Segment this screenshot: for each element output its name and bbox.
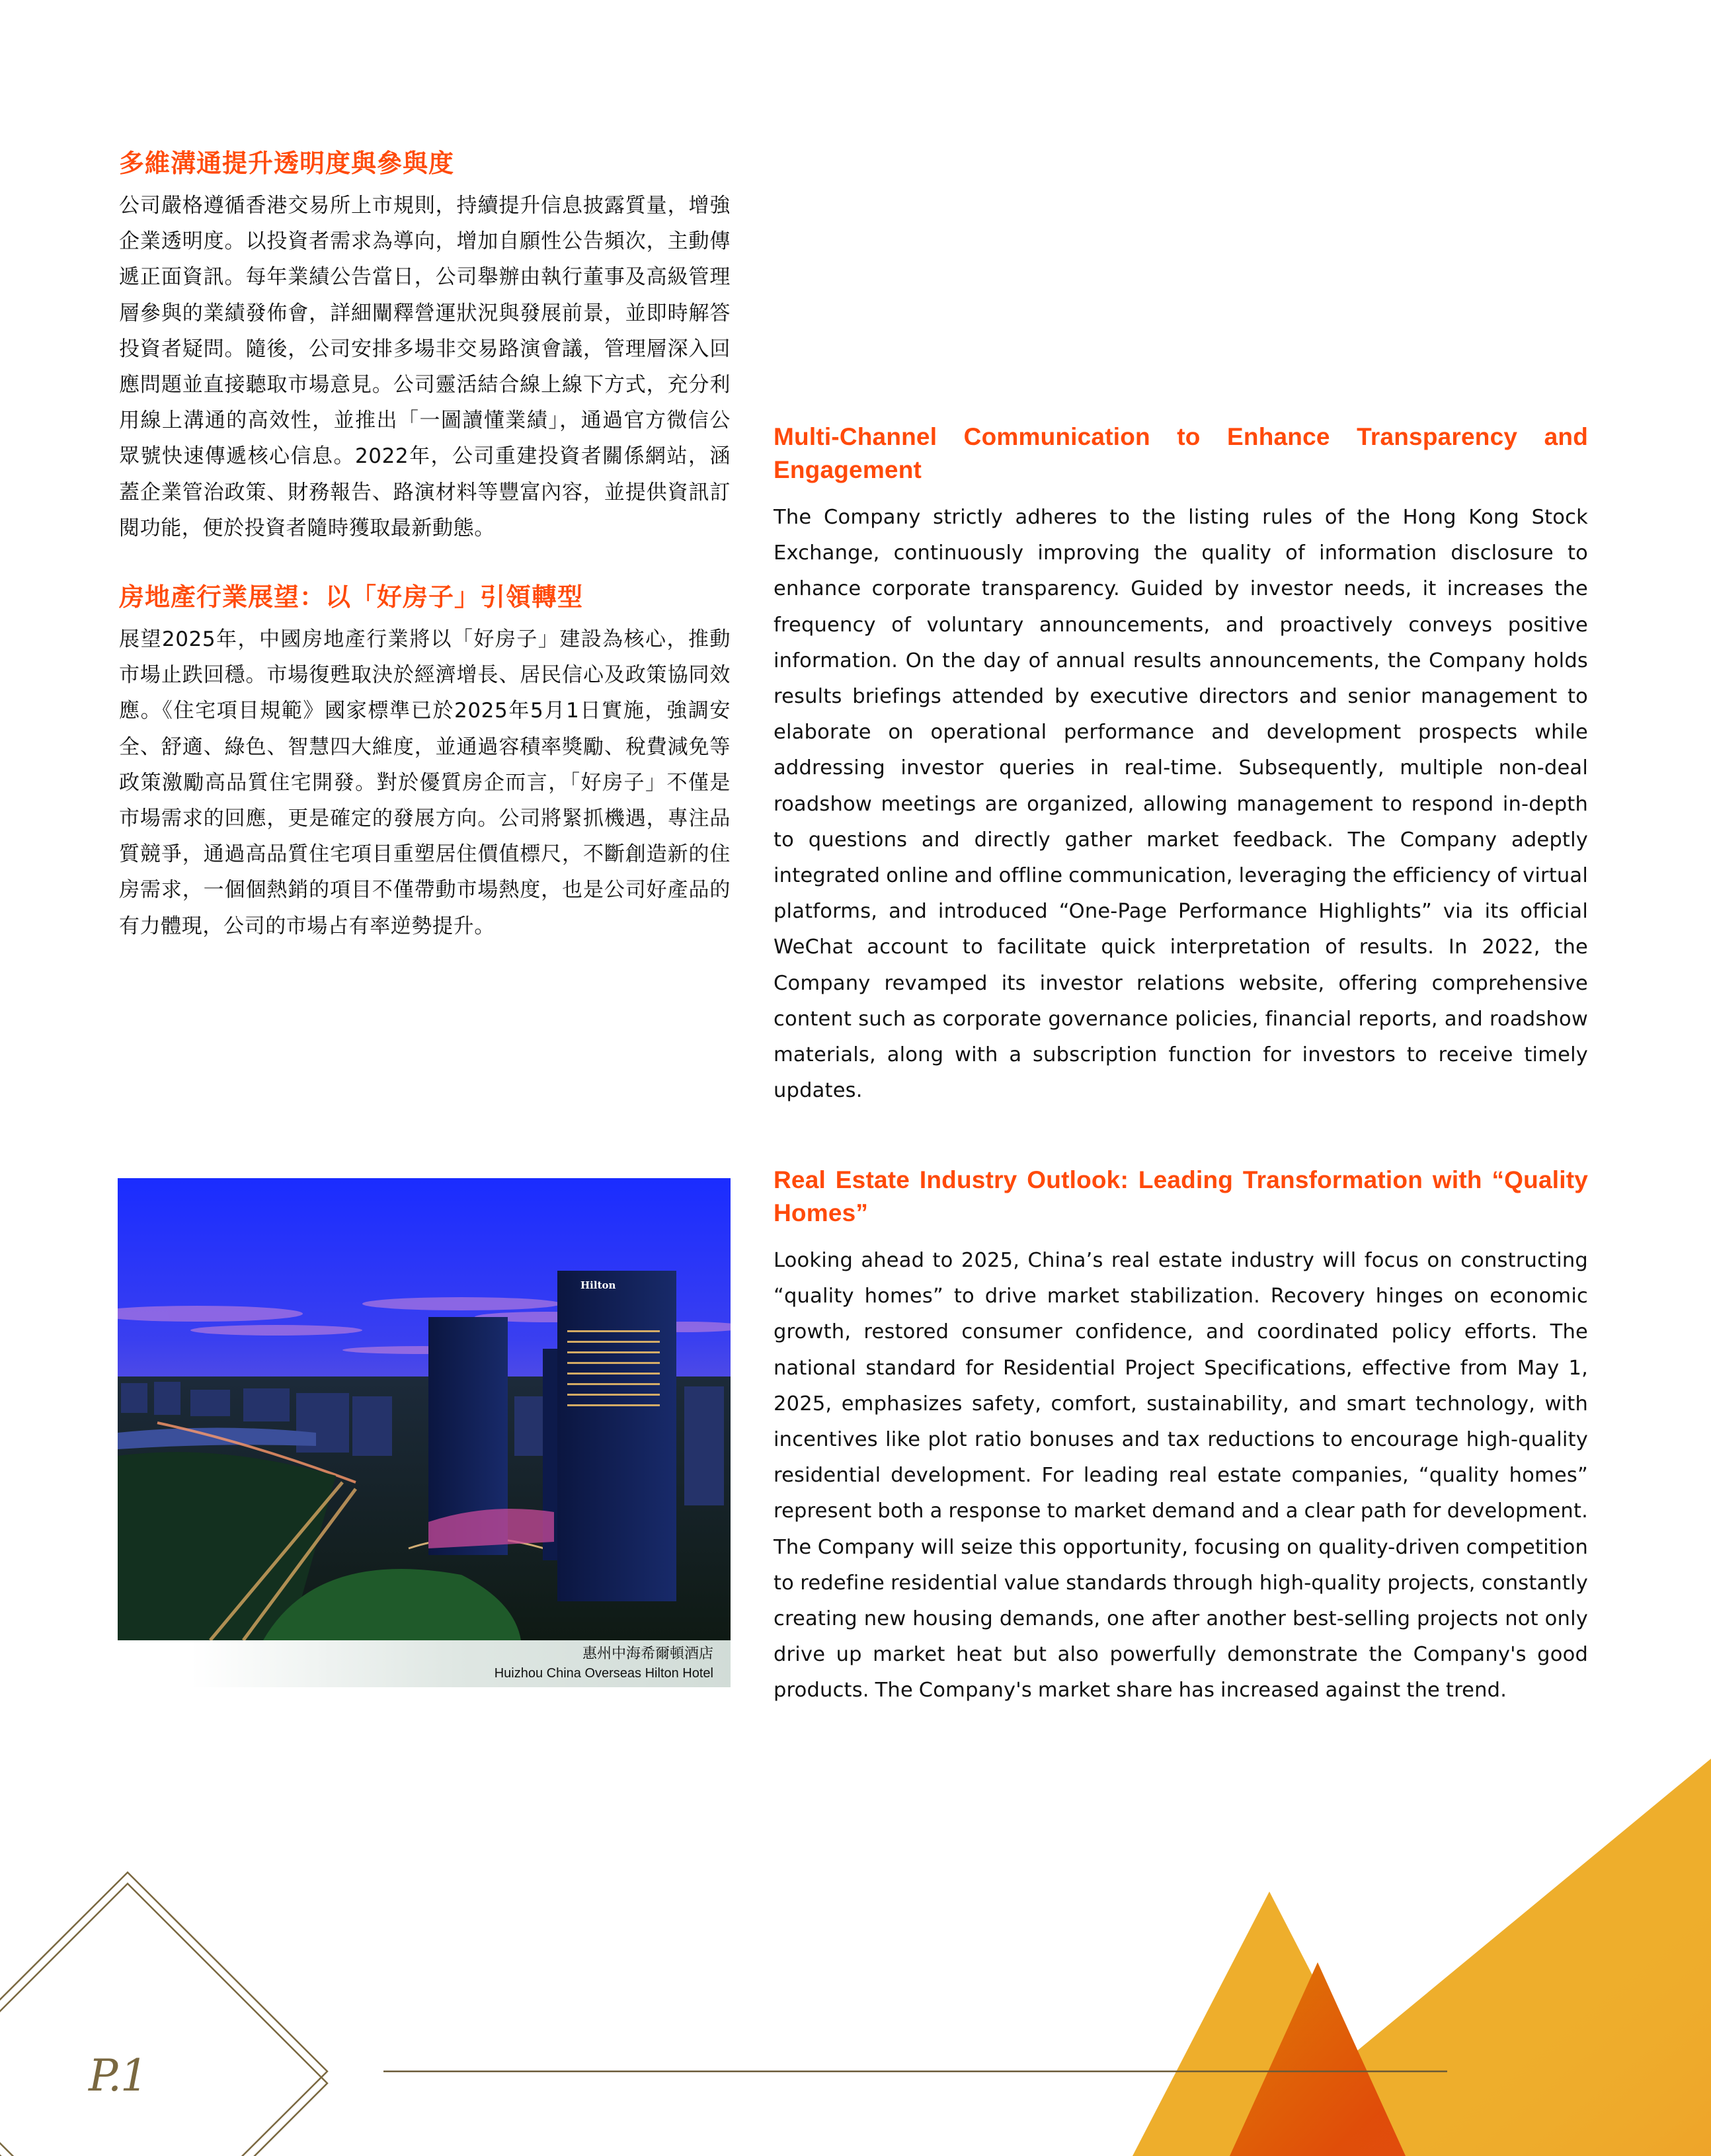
- diamond-ornament: [0, 1872, 327, 2156]
- caption-chinese: 惠州中海希爾頓酒店: [582, 1646, 713, 1662]
- triangle-small: [1133, 1892, 1406, 2156]
- caption-english: Huizhou China Overseas Hilton Hotel: [494, 1666, 713, 1681]
- page-number: P.1: [89, 2050, 147, 2101]
- chinese-column: [119, 147, 731, 944]
- section-en-outlook: [774, 1164, 1588, 1709]
- hilton-sign: Hilton: [580, 1279, 616, 1291]
- hotel-photo: [118, 1178, 731, 1640]
- section-heading: 多維溝通提升透明度與參與度: [119, 149, 455, 178]
- section-body: 公司嚴格遵循香港交易所上市規則，持續提升信息披露質量，增強企業透明度。以投資者需求為導向，增加自願性公告頻次，主動傳遞正面資訊。每年業績公告當日，公司舉辦由執行董事及高級管理層參與的業績發佈會，詳細闡釋營運狀況與發展前景，並即時解答投資者疑問。隨後，公司安排多場非交易路演會議，管理層深入回應問題並直接聽取市場意見。公司靈活結合線上線下方式，充分利用線上溝通的高效性，並推出「一圖讀懂業績」，通過官方微信公眾號快速傳遞核心信息。2022年，公司重建投資者關係網站，涵蓋企業管治政策、財務報告、路演材料等豐富內容，並提供資訊訂閱功能，便於投資者隨時獲取最新動態。: [119, 194, 731, 540]
- section-cn-outlook: [119, 580, 731, 944]
- section-heading: 房地產行業展望：以「好房子」引領轉型: [119, 582, 584, 612]
- photo-caption: [118, 1640, 731, 1687]
- section-heading: Multi-Channel Communication to Enhance Transparency and Engagement: [774, 423, 1588, 483]
- diamond-outer: [0, 1872, 327, 2156]
- english-column: [774, 420, 1588, 1109]
- section-body: Looking ahead to 2025, China’s real estate industry will focus on constructing “quality homes” to drive market stabilization. Recovery hinges on economic growth, restored consumer confidence, and coordinated policy efforts. The national standard for Residential Project Specifications, effective from May 1, 2025, emphasizes safety, comfort, sustainability, and smart technology, with incentives like plot ratio bonuses and tax reductions to encourage high-quality residential development. For leading real estate companies, “quality homes” represent both a response to market demand and a clear path for development. The Company will seize this opportunity, focusing on quality-driven competition to redefine residential value standards through high-quality projects, constantly creating new housing demands, one after another best-selling projects not only drive up market heat but also powerfully demonstrate the Company's good products. The Company's market share has increased against the trend.: [774, 1249, 1588, 1702]
- tower-hilton: [557, 1271, 676, 1601]
- section-cn-communication: [119, 147, 731, 546]
- triangle-large: [1230, 1759, 1711, 2156]
- section-en-communication: [774, 420, 1588, 1109]
- section-body: 展望2025年，中國房地產行業將以「好房子」建設為核心，推動市場止跌回穩。市場復甦取決於經濟增長、居民信心及政策協同效應。《住宅項目規範》國家標準已於2025年5月1日實施，強調安全、舒適、綠色、智慧四大維度，並通過容積率獎勵、稅費減免等政策激勵高品質住宅開發。對於優質房企而言，「好房子」不僅是市場需求的回應，更是確定的發展方向。公司將緊抓機遇，專注品質競爭，通過高品質住宅項目重塑居住價值標尺，不斷創造新的住房需求，一個個熱銷的項目不僅帶動市場熱度，也是公司好產品的有力體現，公司的市場占有率逆勢提升。: [119, 627, 731, 938]
- triangle-large-shade: [1230, 1759, 1711, 2156]
- diamond-inner: [0, 1884, 327, 2156]
- triangle-overlap: [1230, 1962, 1406, 2156]
- section-heading: Real Estate Industry Outlook: Leading Transformation with “Quality Homes”: [774, 1166, 1588, 1226]
- section-body: The Company strictly adheres to the listing rules of the Hong Kong Stock Exchange, continuously improving the quality of information disclosure to enhance corporate transparency. Guided by investor needs, it increases the frequency of voluntary announcements, and proactively conveys positive information. On the day of annual results announcements, the Company holds results briefings attended by executive directors and senior management to elaborate on operational performance and development prospects while addressing investor queries in real-time. Subsequently, multiple non-deal roadshow meetings are organized, allowing management to respond in-depth to questions and directly gather market feedback. The Company adeptly integrated online and offline communication, leveraging the efficiency of virtual platforms, and introduced “One-Page Performance Highlights” via its official WeChat account to facilitate quick interpretation of results. In 2022, the Company revamped its investor relations website, offering comprehensive content such as corporate governance policies, financial reports, and roadshow materials, along with a subscription function for investors to receive timely updates.: [774, 506, 1588, 1103]
